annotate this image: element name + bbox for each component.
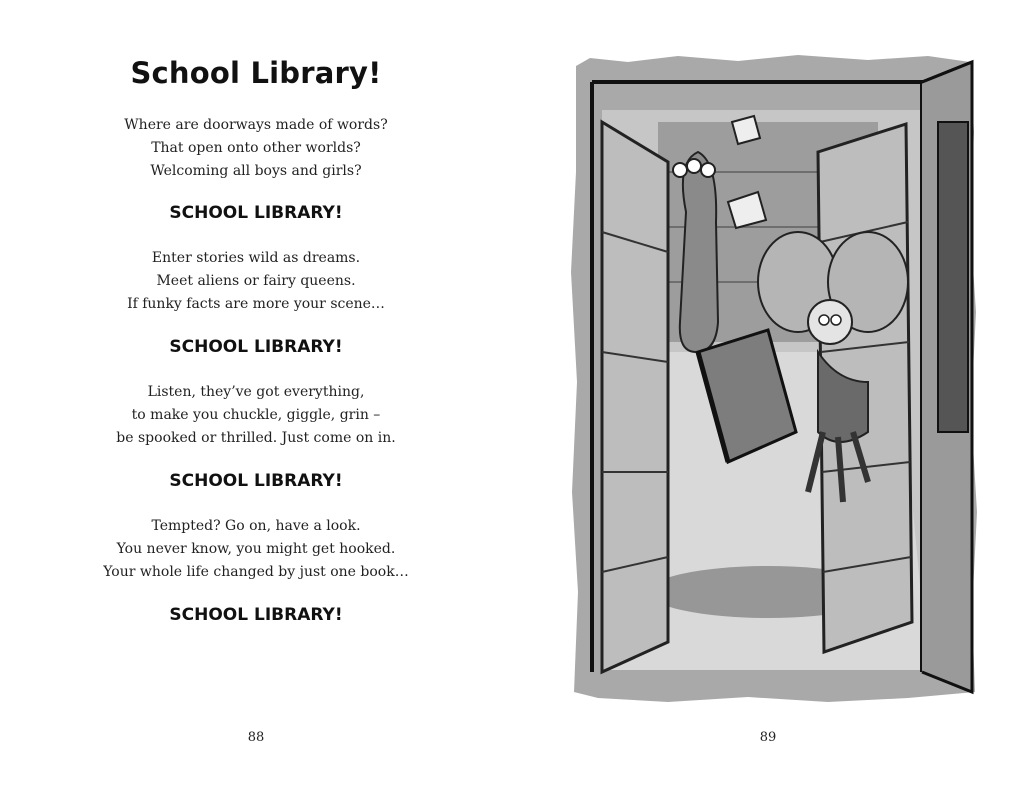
refrain: SCHOOL LIBRARY! (169, 605, 343, 625)
stanza-line: Tempted? Go on, have a look. (151, 518, 361, 534)
stanza-line: Meet aliens or fairy queens. (156, 273, 356, 289)
stanza-line: be spooked or thrilled. Just come on in. (116, 430, 396, 446)
stanza-line: Where are doorways made of words? (124, 117, 388, 133)
stanza-line: to make you chuckle, giggle, grin – (131, 407, 381, 423)
refrain: SCHOOL LIBRARY! (169, 471, 343, 491)
stanza-1 (0, 114, 512, 183)
refrain: SCHOOL LIBRARY! (169, 337, 343, 357)
stanza-4 (0, 515, 512, 584)
refrain: SCHOOL LIBRARY! (169, 203, 343, 223)
page-number: 89 (759, 730, 777, 745)
stanza-line: That open onto other worlds? (151, 140, 361, 156)
library-doorway-illustration (568, 52, 978, 704)
stanza-line: You never know, you might get hooked. (116, 541, 396, 557)
stanza-3 (0, 381, 512, 450)
stanza-line: Your whole life changed by just one book… (103, 564, 409, 580)
stanza-2 (0, 247, 512, 316)
poem-title: School Library! (130, 56, 382, 90)
stanza-line: If funky facts are more your scene… (127, 296, 385, 312)
right-page (512, 0, 1024, 786)
alien-figure (680, 152, 718, 352)
stanza-line: Listen, they’ve got everything, (147, 384, 365, 400)
stanza-line: Enter stories wild as dreams. (151, 250, 361, 266)
stanza-line: Welcoming all boys and girls? (150, 163, 362, 179)
page-number: 88 (247, 730, 265, 745)
